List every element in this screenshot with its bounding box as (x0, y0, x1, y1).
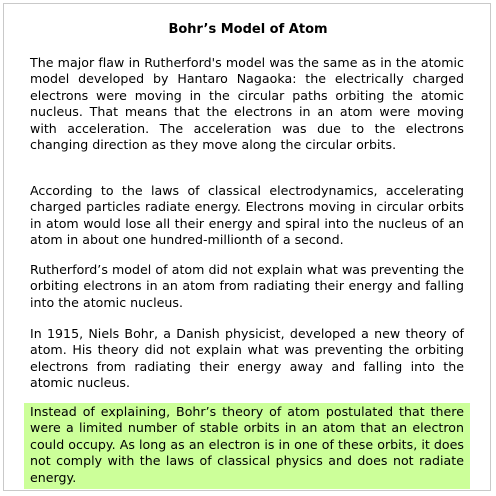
paragraph-rutherford-unexplained: Rutherford’s model of atom did not explain what was preventing the orbiting electrons in an atom from radiating their energy and falling into the atomic nucleus. (30, 262, 464, 310)
highlighted-paragraph-stable-orbits: Instead of explaining, Bohr’s theory of atom postulated that there were a limited number of stable orbits in an atom that an electron could occupy. As long as an electron is in one of these orbits, it does not comply with the laws of classical physics and does not radiate energy. (24, 403, 470, 489)
paragraph-bohr-1915: In 1915, Niels Bohr, a Danish physicist, developed a new theory of atom. His theory did not explain what was preventing the orbiting electrons from radiating their energy away and falling into the atomic nucleus. (30, 326, 464, 391)
paragraph-rutherford-flaw: The major flaw in Rutherford's model was the same as in the atomic model developed by Hantaro Nagaoka: the electrically charged electrons were moving in the circular paths orbiting the atomic nucleus. That means that the electrons in an atom were moving with acceleration. The acceleration was due to the electrons changing direction as they move along the circular orbits. (30, 55, 464, 153)
page-title: Bohr’s Model of Atom (168, 22, 328, 37)
paragraph-classical-electrodynamics: According to the laws of classical electrodynamics, accelerating charged particles radiate energy. Electrons moving in circular orbits in atom would lose all their energy and spiral into the nucleus of an atom in about one hundred-millionth of a second. (30, 183, 464, 248)
